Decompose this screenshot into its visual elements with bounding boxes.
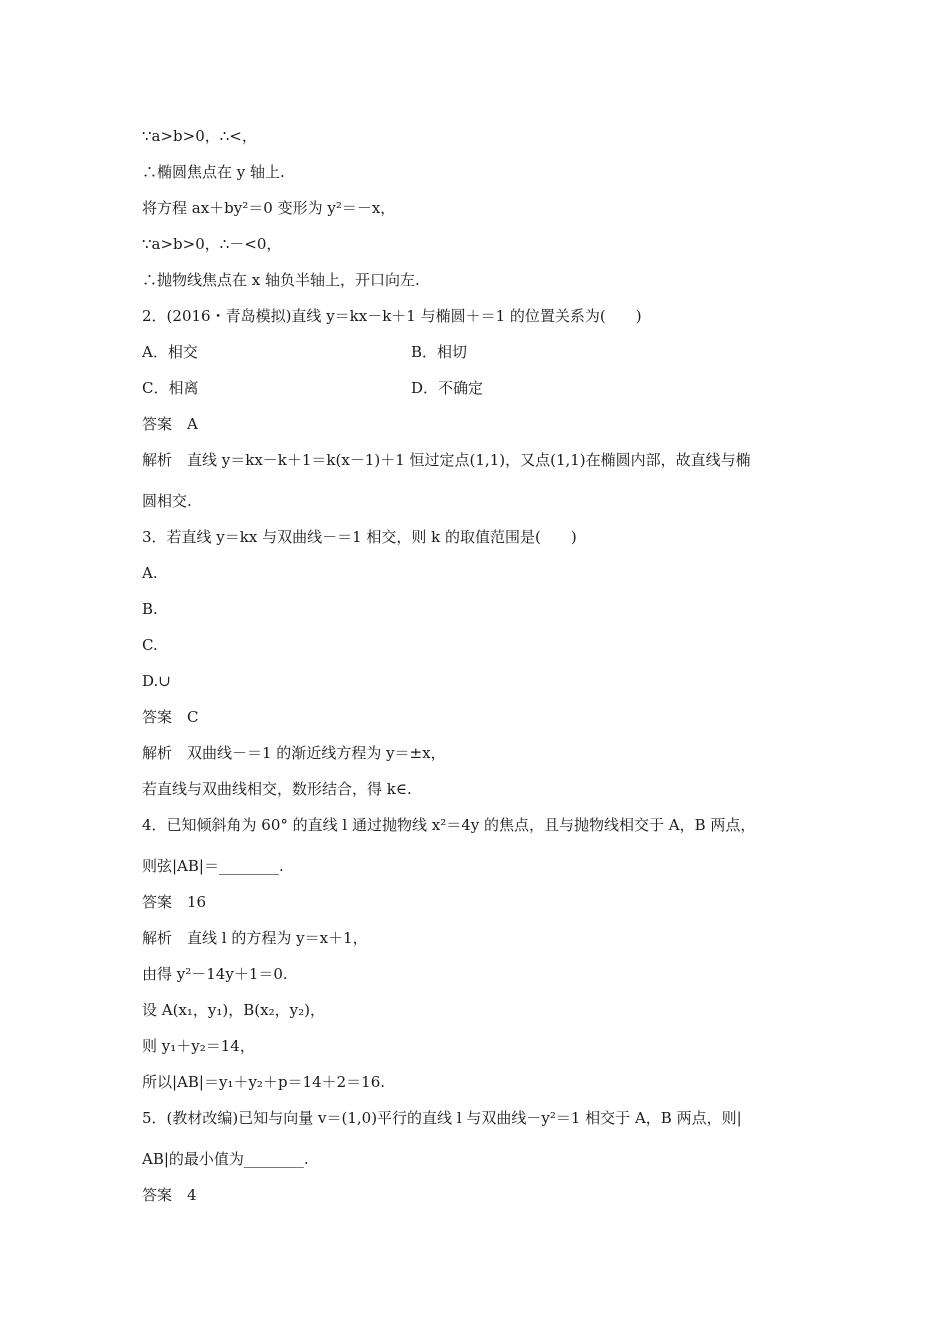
analysis-2-line-2: 圆相交. [142,492,192,510]
answer-2: 答案 A [142,415,198,433]
answer-4: 答案 16 [142,893,207,911]
analysis-4-line-2: 由得 y²－14y＋1＝0. [142,965,288,983]
text-line-3: 将方程 ax＋by²＝0 变形为 y²＝－x， [142,199,396,217]
question-3: 3．若直线 y＝kx 与双曲线－＝1 相交，则 k 的取值范围是( ) [142,528,577,546]
text-line-4: ∵a>b>0，∴－<0， [142,235,282,253]
analysis-3-line-2: 若直线与双曲线相交，数形结合，得 k∈. [142,780,412,798]
option-d: D．不确定 [411,379,484,397]
question-5-line-1: 5．(教材改编)已知与向量 v＝(1,0)平行的直线 l 与双曲线－y²＝1 相交于 A，B 两点，则| [142,1109,742,1127]
answer-3: 答案 C [142,708,199,726]
analysis-4-line-4: 则 y₁＋y₂＝14， [142,1037,255,1055]
q3-option-d: D.∪ [142,672,171,690]
option-b: B．相切 [411,343,468,361]
q3-option-a: A. [142,564,158,582]
q3-option-c: C. [142,636,158,654]
analysis-2-line-1: 解析 直线 y＝kx－k＋1＝k(x－1)＋1 恒过定点(1,1)，又点(1,1)在椭圆内部，故直线与椭 [142,451,751,469]
option-a: A．相交 [142,343,198,361]
question-2: 2．(2016・青岛模拟)直线 y＝kx－k＋1 与椭圆＋＝1 的位置关系为( ) [142,307,642,325]
analysis-3-line-1: 解析 双曲线－＝1 的渐近线方程为 y＝±x， [142,744,446,762]
question-4-line-2: 则弦|AB|＝________. [142,857,284,875]
question-5-line-2: AB|的最小值为________. [142,1150,309,1168]
option-c: C．相离 [142,379,199,397]
question-4-line-1: 4．已知倾斜角为 60° 的直线 l 通过抛物线 x²＝4y 的焦点，且与抛物线相交于 A，B 两点， [142,816,756,834]
q3-option-b: B. [142,600,158,618]
answer-5: 答案 4 [142,1186,197,1204]
analysis-4-line-3: 设 A(x₁，y₁)，B(x₂，y₂)， [142,1001,325,1019]
text-line-1: ∵a>b>0，∴<， [142,127,257,145]
text-line-5: ∴抛物线焦点在 x 轴负半轴上，开口向左. [142,271,420,289]
analysis-4-line-1: 解析 直线 l 的方程为 y＝x＋1， [142,929,368,947]
text-line-2: ∴椭圆焦点在 y 轴上. [142,163,285,181]
analysis-4-line-5: 所以|AB|＝y₁＋y₂＋p＝14＋2＝16. [142,1073,386,1091]
